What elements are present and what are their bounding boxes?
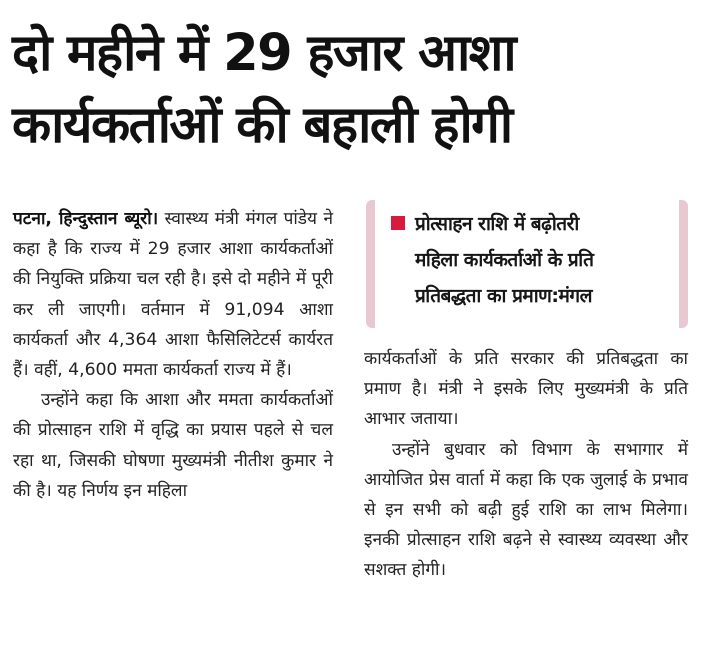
pull-quote-box <box>366 200 688 328</box>
article-paragraph-1-text: स्वास्थ्य मंत्री मंगल पांडेय ने कहा है कि राज्य में 29 हजार आशा कार्यकर्ताओं की नियुक्ति प्रक्रिया चल रही है। इसे दो महीने में पूरी कर ली जाएगी। वर्तमान में 91,094 आशा कार्यकर्ता और 4,364 आशा फैसिलिटेटर्स कार्यरत हैं। वहीं, 4,600 ममता कार्यकर्ता राज्य में हैं। <box>13 209 333 381</box>
article-paragraph-3: कार्यकर्ताओं के प्रति सरकार की प्रतिबद्धता का प्रमाण है। मंत्री ने इसके लिए मुख्यमंत्री के प्रति आभार जताया। <box>364 349 688 430</box>
article-column-right <box>364 344 688 586</box>
article-paragraph-1 <box>13 204 333 385</box>
article-column-left <box>13 204 333 506</box>
article-paragraph-4: उन्होंने बुधवार को विभाग के सभागार में आयोजित प्रेस वार्ता में कहा कि एक जुलाई के प्रभाव से इन सभी को बढ़ी हुई राशि का लाभ मिलेगा। इनकी प्रोत्साहन राशि बढ़ने से स्वास्थ्य व्यवस्था और सशक्त होगी। <box>364 439 688 581</box>
pull-quote-line-3: प्रतिबद्धता का प्रमाण:मंगल <box>415 285 592 307</box>
headline <box>12 18 692 162</box>
pull-quote-text <box>415 206 669 314</box>
pull-quote-line-2: महिला कार्यकर्ताओं के प्रति <box>415 249 594 271</box>
article-paragraph-2: उन्होंने कहा कि आशा और ममता कार्यकर्ताओं की प्रोत्साहन राशि में वृद्धि का प्रयास पहले से चल रहा था, जिसकी घोषणा मुख्यमंत्री नीतीश कुमार ने की है। यह निर्णय इन महिला <box>13 390 333 501</box>
square-bullet-icon <box>391 216 405 230</box>
headline-line-2: कार्यकर्ताओं की बहाली होगी <box>12 96 512 155</box>
headline-line-1: दो महीने में 29 हजार आशा <box>12 24 516 83</box>
pull-quote-line-1: प्रोत्साहन राशि में बढ़ोतरी <box>415 213 579 235</box>
dateline: पटना, हिन्दुस्तान ब्यूरो। <box>13 209 159 229</box>
